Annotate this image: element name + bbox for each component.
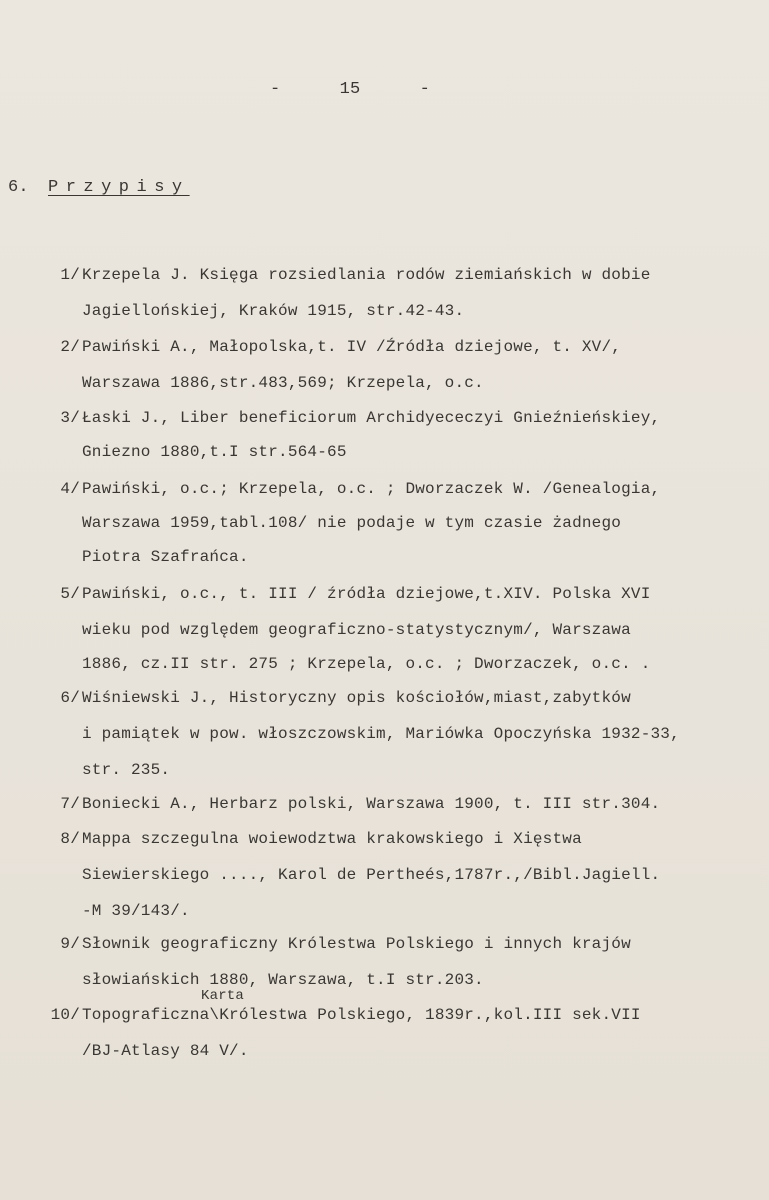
page-header-dash-right: - xyxy=(419,80,430,99)
footnote-line: Topograficzna\Królestwa Polskiego, 1839r.,kol.III sek.VII xyxy=(82,1006,641,1024)
footnote-line: Pawiński, o.c.; Krzepela, o.c. ; Dworzaczek W. /Genealogia, xyxy=(82,480,661,498)
footnote-number: 5/ xyxy=(60,585,80,603)
section-heading xyxy=(8,178,190,197)
section-number: 6. xyxy=(8,178,29,197)
footnote-line: Pawiński A., Małopolska,t. IV /Źródła dziejowe, t. XV/, xyxy=(82,338,622,356)
footnote-line: Pawiński, o.c., t. III / źródła dziejowe,t.XIV. Polska XVI xyxy=(82,585,651,603)
footnote-number: 7/ xyxy=(60,795,80,813)
footnote-number: 6/ xyxy=(60,689,80,707)
section-title: Przypisy xyxy=(48,178,190,197)
footnote-line: -M 39/143/. xyxy=(82,902,190,920)
footnote-line: Łaski J., Liber beneficiorum Archidyececzyi Gnieźnieńskiey, xyxy=(82,409,661,427)
footnote-line: Gniezno 1880,t.I str.564-65 xyxy=(82,443,347,461)
footnote-line: Warszawa 1959,tabl.108/ nie podaje w tym czasie żadnego xyxy=(82,514,622,532)
footnote-line: słowiańskich 1880, Warszawa, t.I str.203. xyxy=(82,971,484,989)
page-number: 15 xyxy=(339,80,361,99)
page-header-dash-left: - xyxy=(270,80,281,99)
footnote-line: Słownik geograficzny Królestwa Polskiego i innych krajów xyxy=(82,935,631,953)
footnote-number: 2/ xyxy=(60,338,80,356)
footnote-number: 8/ xyxy=(60,830,80,848)
footnote-line: Boniecki A., Herbarz polski, Warszawa 1900, t. III str.304. xyxy=(82,795,661,813)
footnote-line: Jagiellońskiej, Kraków 1915, str.42-43. xyxy=(82,302,465,320)
page-header xyxy=(270,80,430,99)
footnote-line: Krzepela J. Księga rozsiedlania rodów ziemiańskich w dobie xyxy=(82,266,651,284)
footnote-number: 10/ xyxy=(50,1006,80,1024)
footnote-line: 1886, cz.II str. 275 ; Krzepela, o.c. ; Dworzaczek, o.c. . xyxy=(82,655,651,673)
footnote-line: Piotra Szafrańca. xyxy=(82,548,249,566)
footnote-number: 4/ xyxy=(60,480,80,498)
footnote-line: str. 235. xyxy=(82,761,171,779)
footnote-line: wieku pod względem geograficzno-statystycznym/, Warszawa xyxy=(82,621,631,639)
footnote-number: 3/ xyxy=(60,409,80,427)
footnote-line: i pamiątek w pow. włoszczowskim, Mariówka Opoczyńska 1932-33, xyxy=(82,725,680,743)
footnote-line: Siewierskiego ...., Karol de Pertheés,1787r.,/Bibl.Jagiell. xyxy=(82,866,661,884)
footnote-line: /BJ-Atlasy 84 V/. xyxy=(82,1042,249,1060)
footnote-line: Warszawa 1886,str.483,569; Krzepela, o.c. xyxy=(82,374,484,392)
interlinear-insertion: Karta xyxy=(201,988,245,1004)
footnote-number: 1/ xyxy=(60,266,80,284)
footnote-number: 9/ xyxy=(60,935,80,953)
footnote-line: Mappa szczegulna woiewodztwa krakowskiego i Xięstwa xyxy=(82,830,582,848)
footnote-line: Wiśniewski J., Historyczny opis kościołów,miast,zabytków xyxy=(82,689,631,707)
